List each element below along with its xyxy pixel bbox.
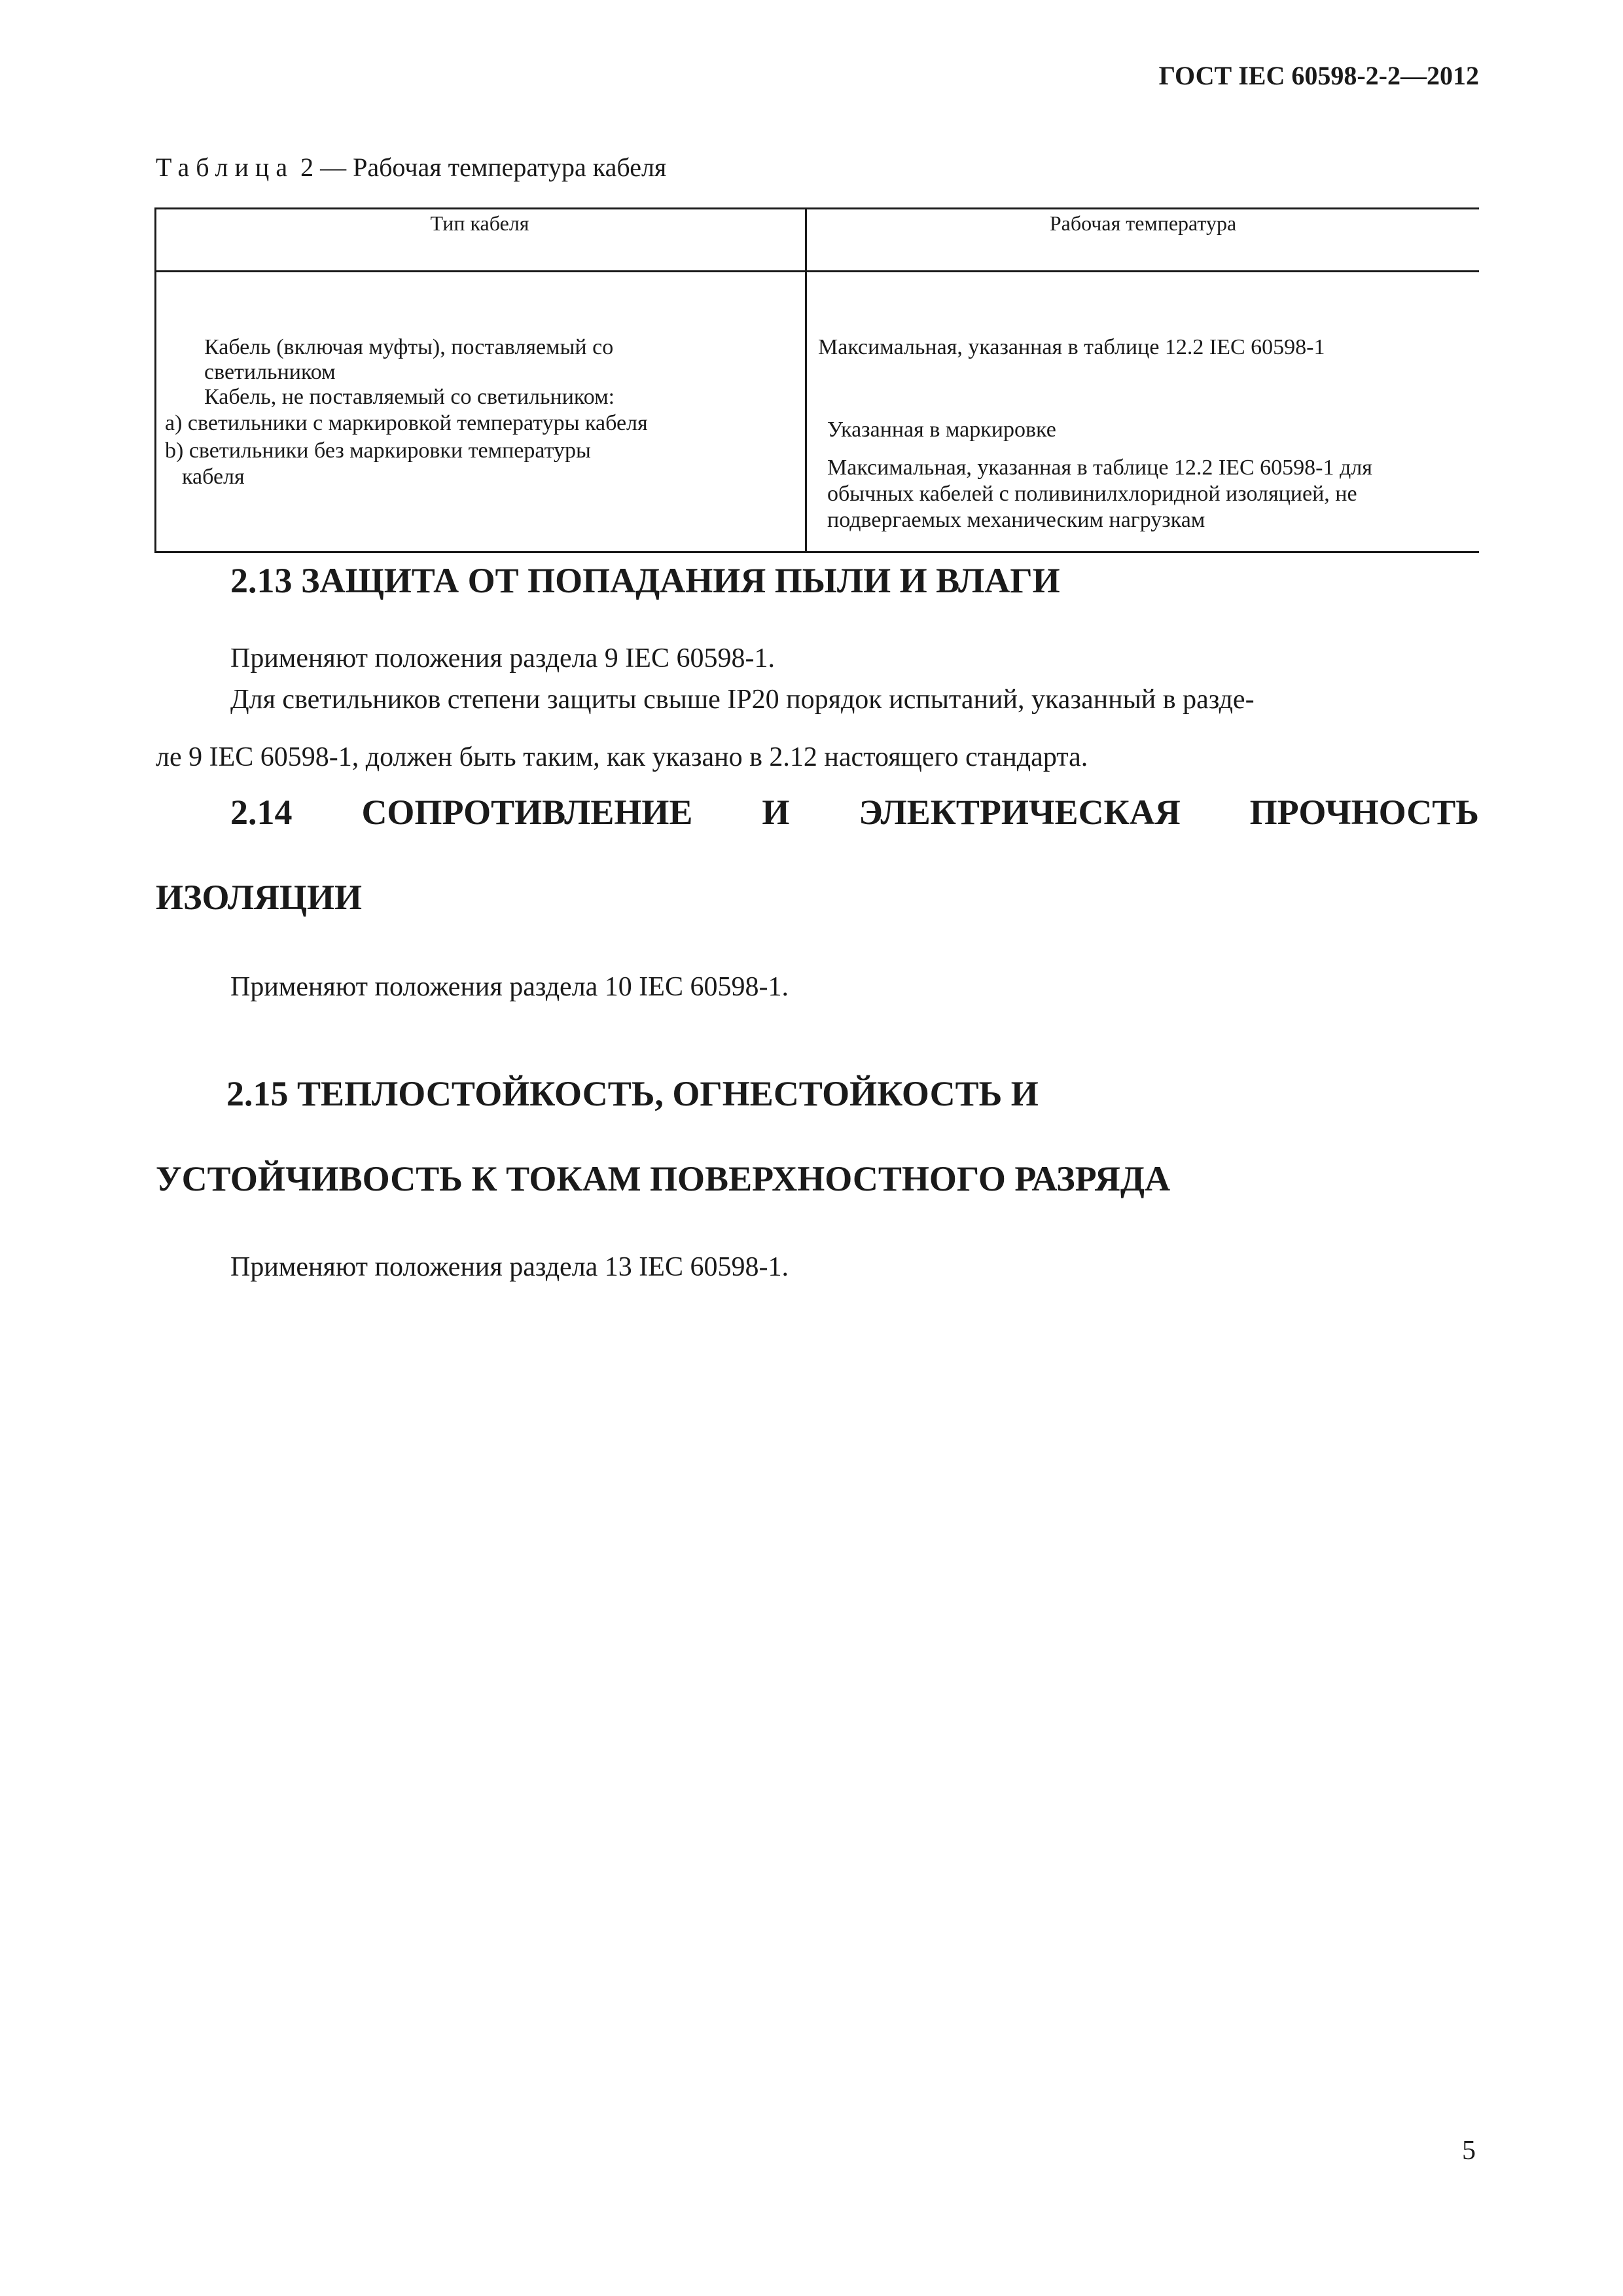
table-cell-supplied-cable-line1: Кабель (включая муфты), поставляемый со bbox=[204, 335, 614, 359]
section-2-15-paragraph-1: Применяют положения раздела 13 IEC 60598-1. bbox=[230, 1252, 789, 1282]
table-caption bbox=[156, 152, 666, 183]
table-cell-max-temp-pvc-line3: подвергаемых механическим нагрузкам bbox=[827, 508, 1205, 532]
table-caption-label: Таблица bbox=[156, 152, 294, 182]
section-2-14-heading-line1 bbox=[230, 792, 1479, 833]
table-cell-not-supplied-cable: Кабель, не поставляемый со светильником: bbox=[204, 385, 615, 409]
table-left-border bbox=[154, 207, 156, 553]
table-cell-max-temp-pvc-line2: обычных кабелей с поливинилхлоридной изоляцией, не bbox=[827, 482, 1357, 506]
section-2-14-word-3: ЭЛЕКТРИЧЕСКАЯ bbox=[859, 793, 1181, 832]
table-cell-supplied-cable-line2: светильником bbox=[204, 360, 336, 384]
table-caption-title: 2 — Рабочая температура кабеля bbox=[300, 152, 667, 182]
page-number: 5 bbox=[1462, 2136, 1476, 2166]
section-2-14-word-1: СОПРОТИВЛЕНИЕ bbox=[361, 793, 693, 832]
table-header-cable-type: Тип кабеля bbox=[430, 211, 529, 235]
table-cell-max-temp-table: Максимальная, указанная в таблице 12.2 IEC 60598-1 bbox=[818, 335, 1325, 359]
table-top-border bbox=[154, 207, 1479, 209]
table-header-operating-temperature: Рабочая температура bbox=[1049, 211, 1237, 235]
section-2-13-paragraph-2-line1: Для светильников степени защиты свыше IP20 порядок испытаний, указанный в разде- bbox=[230, 685, 1255, 715]
table-cell-max-temp-pvc-line1: Максимальная, указанная в таблице 12.2 IEC 60598-1 для bbox=[827, 456, 1372, 480]
document-code: ГОСТ IEC 60598-2-2—2012 bbox=[1158, 61, 1479, 90]
section-2-14-word-2: И bbox=[762, 793, 790, 832]
section-2-13-heading: 2.13 ЗАЩИТА ОТ ПОПАДАНИЯ ПЫЛИ И ВЛАГИ bbox=[230, 561, 1060, 600]
table-cell-marked-temp: Указанная в маркировке bbox=[827, 418, 1056, 442]
table-cell-unmarked-luminaires-line2: кабеля bbox=[182, 465, 245, 489]
section-2-15-heading-line2: УСТОЙЧИВОСТЬ К ТОКАМ ПОВЕРХНОСТНОГО РАЗРЯДА bbox=[156, 1159, 1171, 1198]
section-2-14-heading-line2: ИЗОЛЯЦИИ bbox=[156, 878, 363, 917]
section-2-14-paragraph-1: Применяют положения раздела 10 IEC 60598-1. bbox=[230, 972, 789, 1002]
section-2-15-heading-line1: 2.15 ТЕПЛОСТОЙКОСТЬ, ОГНЕСТОЙКОСТЬ И bbox=[226, 1074, 1039, 1113]
section-2-13-paragraph-1: Применяют положения раздела 9 IEC 60598-1. bbox=[230, 643, 775, 673]
section-2-13-paragraph-2-line2: ле 9 IEC 60598-1, должен быть таким, как указано в 2.12 настоящего стандарта. bbox=[156, 742, 1088, 772]
table-bottom-border bbox=[154, 551, 1479, 553]
table-cell-marked-luminaires: a) светильники с маркировкой температуры кабеля bbox=[165, 411, 648, 435]
table-cell-unmarked-luminaires-line1: b) светильники без маркировки температуры bbox=[165, 439, 591, 463]
table-column-divider bbox=[805, 207, 807, 553]
section-2-14-word-4: ПРОЧНОСТЬ bbox=[1249, 793, 1479, 832]
section-2-14-number: 2.14 bbox=[230, 793, 293, 832]
table-header-divider bbox=[154, 270, 1479, 272]
